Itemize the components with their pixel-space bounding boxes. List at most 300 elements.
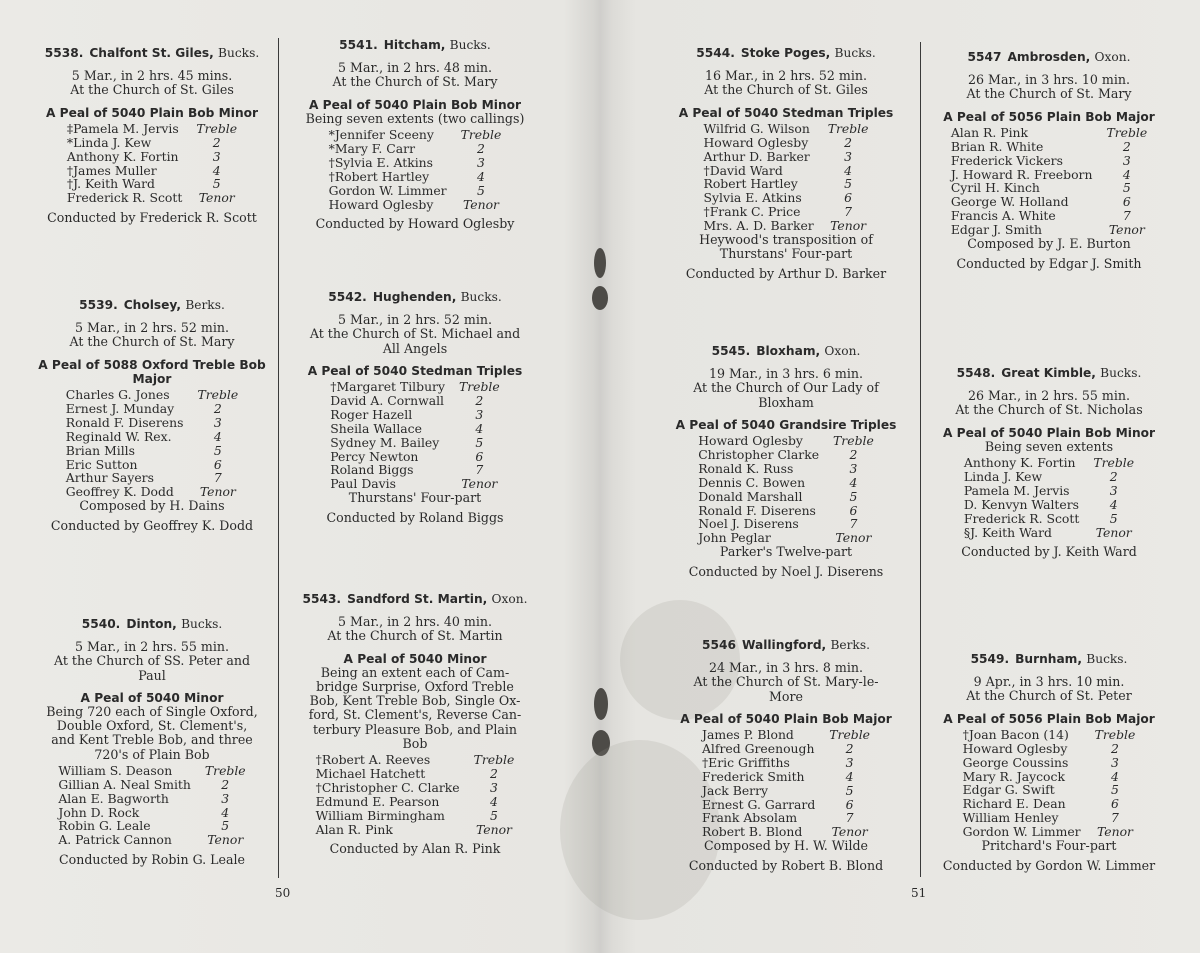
peal-place: Burnham, <box>1015 652 1083 666</box>
ringer-row <box>951 168 1147 182</box>
ringer-bell: 7 <box>845 810 854 826</box>
ringer-bell: 5 <box>844 176 853 192</box>
peal-header <box>936 366 1162 380</box>
ringer-name: William S. Deason <box>58 762 173 778</box>
peal-header <box>296 290 534 304</box>
peal-church-line: At the Church of St. Mary-le- <box>693 674 879 690</box>
ringer-name: Mrs. A. D. Barker <box>703 218 814 234</box>
ringer-row <box>964 498 1134 512</box>
ringer-name: Alan E. Bagworth <box>58 790 169 806</box>
ringer-row <box>951 181 1147 195</box>
ringer-name: Ronald F. Diserens <box>698 502 816 518</box>
ringer-bell: 2 <box>212 134 221 150</box>
ringer-name: Robin G. Leale <box>58 818 151 834</box>
peal-date: 5 Mar., in 2 hrs. 52 min. <box>338 312 492 328</box>
ringer-bell: Treble <box>833 433 874 449</box>
ringer-bell: Tenor <box>830 218 867 234</box>
ringer-name: Edgar J. Smith <box>950 222 1043 238</box>
ringer-row <box>704 205 869 219</box>
ringer-name: Frederick Vickers <box>950 152 1063 168</box>
ringer-bell: 2 <box>845 740 854 756</box>
peal-extent-note: Being 720 each of Single Oxford, <box>46 704 258 720</box>
ringer-row <box>951 126 1147 140</box>
peal-number: 5542. <box>328 290 367 304</box>
ringer-name: Linda J. Kew <box>963 468 1043 484</box>
ringer-row <box>963 811 1136 825</box>
peal-title-line: A Peal of 5056 Plain Bob Major <box>943 711 1155 726</box>
ringer-name: Sydney M. Bailey <box>330 434 440 450</box>
ringer-bell: 4 <box>477 168 485 184</box>
peal-church-line: At the Church of St. Nicholas <box>955 402 1143 418</box>
ringer-name: †James Muller <box>66 162 157 178</box>
ringer-name: †Eric Griffiths <box>701 754 790 770</box>
ringer-row <box>316 767 515 781</box>
peal-conductor: Conducted by Geoffrey K. Dodd <box>50 518 254 534</box>
peal-number: 5540. <box>81 617 121 631</box>
peal-header <box>36 617 268 631</box>
ringer-row <box>330 450 499 464</box>
ringer-name: David A. Cornwall <box>330 392 445 408</box>
ringer-row <box>67 191 237 205</box>
gutter-smudge <box>592 286 608 310</box>
ringer-name: Pamela M. Jervis <box>963 482 1070 498</box>
ringer-bell: 6 <box>213 456 222 472</box>
peal-composition-note: Thurstans' Four-part <box>719 246 853 262</box>
ringer-bell: 5 <box>213 442 222 458</box>
ringer-name: †Christopher C. Clarke <box>315 779 460 795</box>
peal-date: 5 Mar., in 2 hrs. 40 min. <box>338 614 492 630</box>
ringer-row <box>951 223 1147 237</box>
ringer-name: †Margaret Tilbury <box>330 379 445 395</box>
peal-title <box>668 418 904 432</box>
ringer-name: Frederick Smith <box>701 768 805 784</box>
ringer-name: *Linda J. Kew <box>66 134 152 150</box>
peal-conductor: Conducted by Robin G. Leale <box>58 852 245 868</box>
ringer-row <box>316 781 515 795</box>
ringer-bell: Treble <box>827 120 869 136</box>
peal-extent-note: and Kent Treble Bob, and three <box>51 732 253 748</box>
ringer-name: Donald Marshall <box>698 488 803 504</box>
ringer-bell: Treble <box>1094 726 1136 742</box>
ringer-bell: 2 <box>213 400 222 416</box>
ringer-bell: 3 <box>477 154 485 170</box>
peal-extent-note: Being an extent each of Cam- <box>320 664 510 680</box>
ringer-bell: 3 <box>1109 482 1118 498</box>
ringer-row <box>329 142 502 156</box>
ringer-name: Percy Newton <box>330 448 419 464</box>
ringer-name: Dennis C. Bowen <box>698 474 806 490</box>
peal-extent-note: Being seven extents <box>984 438 1114 454</box>
peal-header <box>668 46 904 60</box>
ringer-name: †Sylvia E. Atkins <box>328 154 434 170</box>
peal-county: Oxon. <box>824 344 861 358</box>
peal-county: Oxon. <box>491 592 528 606</box>
ringer-name: William Henley <box>962 810 1059 826</box>
ringer-bell: 4 <box>490 793 498 809</box>
ringer-row <box>330 436 499 450</box>
peal-number: 5545. <box>711 344 751 358</box>
peal-number: 5543. <box>302 592 342 606</box>
ringer-bell: 3 <box>475 406 484 422</box>
ringer-row <box>316 753 515 767</box>
peal-header <box>296 38 534 52</box>
ringer-name: †Joan Bacon (14) <box>962 726 1069 742</box>
ringer-row <box>698 517 874 531</box>
page-number-right: 51 <box>911 886 927 900</box>
ringer-row <box>67 177 237 191</box>
ringer-bell: Tenor <box>475 821 512 837</box>
ringer-row <box>704 122 869 136</box>
ringer-row <box>698 504 874 518</box>
peal-5547 <box>936 50 1162 271</box>
ringer-bell: 4 <box>1109 496 1118 512</box>
ringer-name: Mary R. Jaycock <box>962 768 1065 784</box>
ringer-row <box>963 728 1136 742</box>
ringer-row <box>330 380 499 394</box>
peal-church-line: At the Church of St. Giles <box>70 82 234 98</box>
peal-place: Great Kimble, <box>1001 366 1096 380</box>
peal-number: 5539. <box>79 298 118 312</box>
peal-extent-note: ford, St. Clement's, Reverse Can- <box>308 707 522 723</box>
peal-composition-note: Pritchard's Four-part <box>981 838 1117 854</box>
ringer-bell: 3 <box>845 754 854 770</box>
ringer-bell: 4 <box>849 474 858 490</box>
ringer-row <box>963 756 1136 770</box>
peal-header <box>296 592 534 606</box>
ringer-bell: Treble <box>829 727 870 743</box>
ringer-row <box>702 770 870 784</box>
ringer-bell: 2 <box>477 140 485 156</box>
ringer-name: J. Howard R. Freeborn <box>950 166 1093 182</box>
peal-title-line: A Peal of 5040 Plain Bob Minor <box>45 105 259 120</box>
peal-extent-note: terbury Pleasure Bob, and Plain <box>312 721 518 737</box>
peal-5546 <box>668 638 904 874</box>
ringer-row <box>964 526 1134 540</box>
ringer-bell: 5 <box>849 488 858 504</box>
ringer-name: Frederick R. Scott <box>963 510 1080 526</box>
ringer-name: Michael Hatchett <box>315 765 426 781</box>
peal-church-line: Bloxham <box>758 394 814 410</box>
ringer-bell: Treble <box>458 379 500 395</box>
peal-title <box>296 98 534 112</box>
ringer-name: George Coussins <box>962 754 1069 770</box>
peal-county: Bucks. <box>1100 366 1142 380</box>
ringer-name: Jack Berry <box>701 782 769 798</box>
ringer-bell: 4 <box>1122 166 1131 182</box>
peal-conductor: Conducted by J. Keith Ward <box>961 544 1137 560</box>
ringer-name: Noel J. Diserens <box>698 516 799 532</box>
ringer-name: Frank Absolam <box>701 810 798 826</box>
ringer-bell: Treble <box>204 762 246 778</box>
ringer-row <box>330 463 499 477</box>
ringer-row <box>330 408 499 422</box>
ringer-bell: Tenor <box>462 196 499 212</box>
ringer-row <box>964 512 1134 526</box>
peal-county: Bucks. <box>181 617 223 631</box>
ringer-name: Gordon W. Limmer <box>328 182 447 198</box>
page-number-left: 50 <box>275 886 291 900</box>
ringers-table <box>951 126 1147 237</box>
peal-composition-note: Parker's Twelve-part <box>719 544 853 560</box>
ringer-name: Charles G. Jones <box>65 387 170 403</box>
ringer-row <box>704 191 869 205</box>
ringer-bell: Tenor <box>1095 524 1132 540</box>
ringer-row <box>66 402 238 416</box>
ringer-row <box>698 448 874 462</box>
ringer-bell: Tenor <box>199 484 236 500</box>
peal-conductor: Conducted by Frederick R. Scott <box>47 210 257 226</box>
peal-date: 9 Apr., in 3 hrs. 10 min. <box>973 674 1125 690</box>
peal-title-line: A Peal of 5040 Plain Bob Minor <box>308 97 522 112</box>
ringer-name: Brian Mills <box>65 442 135 458</box>
peal-church-line: Paul <box>138 667 166 683</box>
peal-date: 5 Mar., in 2 hrs. 48 min. <box>338 60 492 76</box>
peal-county: Bucks. <box>834 46 876 60</box>
peal-number: 5544. <box>696 46 735 60</box>
peal-church-line: At the Church of SS. Peter and <box>53 653 251 669</box>
ringer-name: Ronald K. Russ <box>698 460 794 476</box>
ringer-row <box>58 833 245 847</box>
peal-county: Berks. <box>830 638 870 652</box>
peal-county: Bucks. <box>460 290 502 304</box>
peal-5544 <box>668 46 904 282</box>
peal-title <box>296 652 534 666</box>
ringer-row <box>702 811 870 825</box>
peal-place: Dinton, <box>126 617 177 631</box>
peal-church-line: At the Church of St. Giles <box>704 82 868 98</box>
ringer-bell: 4 <box>212 162 221 178</box>
peal-place: Wallingford, <box>741 638 827 652</box>
peal-title <box>296 364 534 378</box>
peal-church-line: All Angels <box>382 340 448 356</box>
ringer-row <box>963 783 1136 797</box>
ringer-bell: 4 <box>844 162 853 178</box>
ringer-bell: 2 <box>844 134 853 150</box>
ringer-name: Alan R. Pink <box>950 124 1029 140</box>
ringers-table <box>329 128 502 211</box>
ringer-row <box>702 798 870 812</box>
peal-5548 <box>936 366 1162 560</box>
peal-title-line: A Peal of 5040 Grandsire Triples <box>675 417 897 432</box>
ringer-row <box>702 728 870 742</box>
ringer-bell: 2 <box>849 446 858 462</box>
peal-title <box>668 106 904 120</box>
ringer-row <box>951 209 1147 223</box>
peal-county: Berks. <box>185 298 225 312</box>
ringer-row <box>330 394 499 408</box>
peal-county: Bucks. <box>1086 652 1128 666</box>
ringer-row <box>698 476 874 490</box>
ringer-bell: 7 <box>1122 208 1131 224</box>
peal-header <box>36 298 268 312</box>
peal-extent-note: Bob, Kent Treble Bob, Single Ox- <box>309 693 521 709</box>
ringer-bell: 3 <box>1111 754 1119 770</box>
peal-composition-note: Composed by H. W. Wilde <box>704 838 868 854</box>
ringer-row <box>66 416 238 430</box>
peal-county: Oxon. <box>1094 50 1131 64</box>
peal-church-line: At the Church of St. Michael and <box>309 326 521 342</box>
peal-title-line: A Peal of 5040 Stedman Triples <box>678 105 894 120</box>
ringer-name: ‡Pamela M. Jervis <box>66 120 179 136</box>
ringer-name: Eric Sutton <box>65 456 138 472</box>
ringer-row <box>66 458 238 472</box>
ringer-row <box>66 444 238 458</box>
ringer-bell: Tenor <box>461 476 498 492</box>
ringer-bell: 7 <box>844 204 853 220</box>
ringer-name: Anthony K. Fortin <box>963 455 1076 471</box>
peal-title-line: A Peal of 5040 Minor <box>343 651 487 666</box>
peal-header <box>936 50 1162 64</box>
ringers-table <box>964 456 1134 539</box>
ringer-bell: 5 <box>477 182 485 198</box>
ringer-name: Richard E. Dean <box>962 796 1066 812</box>
ringer-name: Howard Oglesby <box>962 740 1068 756</box>
ringers-table <box>704 122 869 233</box>
ringer-name: Francis A. White <box>950 208 1056 224</box>
peal-title <box>936 426 1162 440</box>
ringer-bell: 7 <box>849 516 858 532</box>
ringer-bell: 3 <box>490 779 498 795</box>
peal-title-line: A Peal of 5040 Plain Bob Minor <box>942 425 1156 440</box>
peal-extent-note: bridge Surprise, Oxford Treble <box>316 679 514 695</box>
ringer-bell: Treble <box>196 120 238 136</box>
ringer-row <box>951 140 1147 154</box>
ringer-name: Edmund E. Pearson <box>315 793 440 809</box>
ringers-table <box>58 764 245 847</box>
peal-5542 <box>296 290 534 526</box>
peal-number: 5541. <box>339 38 378 52</box>
ringer-bell: 5 <box>1122 180 1131 196</box>
ringers-table <box>963 728 1136 839</box>
ringer-name: Arthur D. Barker <box>703 148 810 164</box>
peal-church-line: At the Church of Our Lady of <box>693 380 879 396</box>
ringer-row <box>329 184 502 198</box>
ringers-table <box>316 753 515 836</box>
peal-date: 19 Mar., in 3 hrs. 6 min. <box>709 366 863 382</box>
peal-conductor: Conducted by Edgar J. Smith <box>956 256 1142 272</box>
peal-5543 <box>296 592 534 857</box>
ringer-row <box>964 484 1134 498</box>
peal-extent-note: Double Oxford, St. Clement's, <box>56 718 248 734</box>
peal-header <box>668 344 904 358</box>
ringers-table <box>66 388 238 499</box>
peal-conductor: Conducted by Alan R. Pink <box>329 841 501 857</box>
ringer-bell: Tenor <box>207 832 244 848</box>
ringers-table <box>330 380 499 491</box>
peal-title <box>36 358 268 386</box>
peal-5538 <box>36 46 268 225</box>
ringer-bell: Treble <box>1106 124 1148 140</box>
peal-5549 <box>936 652 1162 873</box>
ringer-row <box>58 764 245 778</box>
peal-title-line: A Peal of 5040 Stedman Triples <box>307 363 523 378</box>
ringer-bell: 3 <box>844 148 853 164</box>
ringer-name: Roland Biggs <box>330 462 414 478</box>
ringer-row <box>964 470 1134 484</box>
ringer-row <box>58 806 245 820</box>
ringer-row <box>964 456 1134 470</box>
ringer-row <box>704 164 869 178</box>
peal-number: 5546 <box>702 638 736 652</box>
ringer-row <box>329 198 502 212</box>
ringer-row <box>702 756 870 770</box>
ringer-bell: 7 <box>1111 810 1119 826</box>
ringer-name: Ronald F. Diserens <box>65 414 184 430</box>
ringer-row <box>67 136 237 150</box>
ringer-row <box>329 128 502 142</box>
ringer-name: Sylvia E. Atkins <box>703 190 802 206</box>
ringer-bell: 7 <box>475 462 484 478</box>
peal-5545 <box>668 344 904 580</box>
peal-extent-note: 720's of Plain Bob <box>94 746 210 762</box>
ringer-row <box>330 477 499 491</box>
ringer-bell: 2 <box>1122 138 1131 154</box>
peal-conductor: Conducted by Robert B. Blond <box>688 858 884 874</box>
peal-title-line: A Peal of 5088 Oxford Treble Bob <box>38 357 266 372</box>
ringer-row <box>330 422 499 436</box>
peal-place: Hitcham, <box>383 38 446 52</box>
peal-conductor: Conducted by Howard Oglesby <box>315 216 515 232</box>
ringer-row <box>66 471 238 485</box>
ringer-row <box>329 156 502 170</box>
ringer-bell: Treble <box>460 127 502 143</box>
ringer-name: Cyril H. Kinch <box>950 180 1040 196</box>
ringer-bell: 2 <box>490 765 498 781</box>
ringer-bell: 3 <box>221 790 230 806</box>
ringer-row <box>66 388 238 402</box>
ringer-bell: 5 <box>475 434 484 450</box>
peal-title <box>36 691 268 705</box>
ringer-bell: 2 <box>1109 468 1118 484</box>
gutter-smudge <box>594 688 608 720</box>
ringer-bell: 2 <box>221 776 230 792</box>
peal-composition-note: Composed by J. E. Burton <box>967 236 1131 252</box>
ringer-bell: 6 <box>1111 796 1119 812</box>
peal-extent-note: Bob <box>402 735 428 751</box>
peal-title <box>936 712 1162 726</box>
column-rule-left <box>278 38 279 878</box>
peal-date: 24 Mar., in 3 hrs. 8 min. <box>709 660 863 676</box>
peal-number: 5538. <box>44 46 84 60</box>
peal-conductor: Conducted by Arthur D. Barker <box>685 266 887 282</box>
ringer-row <box>704 136 869 150</box>
ringer-bell: 2 <box>475 392 484 408</box>
peal-place: Stoke Poges, <box>740 46 831 60</box>
ringer-row <box>951 195 1147 209</box>
column-rule-right <box>920 42 921 877</box>
ringer-row <box>963 770 1136 784</box>
ringer-name: †J. Keith Ward <box>66 176 155 192</box>
peal-church-line: More <box>769 688 803 704</box>
peal-title <box>668 712 904 726</box>
ringer-name: Brian R. White <box>950 138 1044 154</box>
ringer-bell: Treble <box>473 752 515 768</box>
peal-title-line: A Peal of 5040 Minor <box>80 690 224 705</box>
peal-place: Bloxham, <box>756 344 821 358</box>
ringer-bell: 6 <box>845 796 854 812</box>
ringer-bell: 3 <box>212 148 221 164</box>
ringer-name: William Birmingham <box>315 807 445 823</box>
ringer-row <box>704 150 869 164</box>
ringer-row <box>951 154 1147 168</box>
ringer-name: Wilfrid G. Wilson <box>703 120 810 136</box>
ringer-bell: 4 <box>221 804 230 820</box>
ringer-bell: Treble <box>1093 455 1135 471</box>
peal-title <box>936 110 1162 124</box>
ringer-name: John D. Rock <box>58 804 140 820</box>
ringer-bell: 6 <box>849 502 858 518</box>
ringer-row <box>702 784 870 798</box>
